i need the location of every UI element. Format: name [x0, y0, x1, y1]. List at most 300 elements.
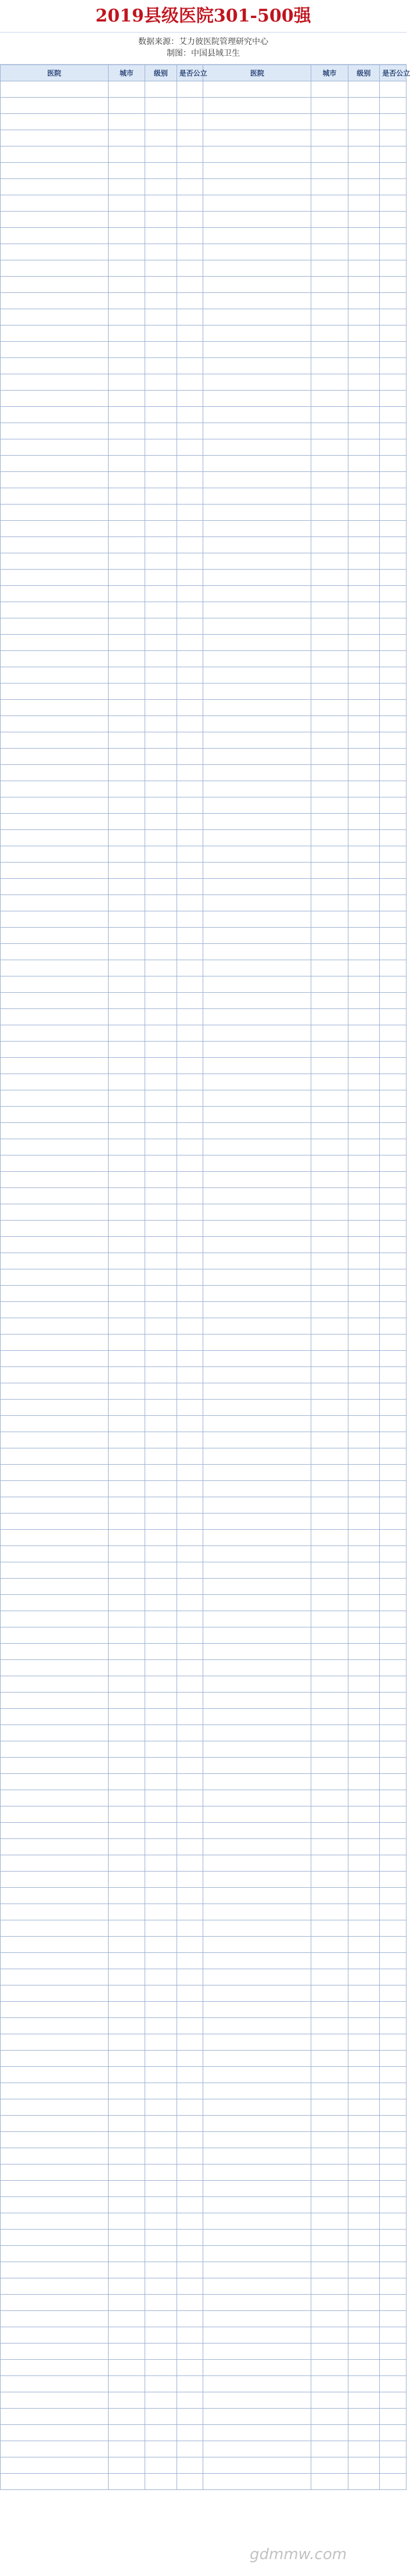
table-cell [1, 1155, 109, 1172]
table-row [1, 1090, 407, 1107]
table-cell [1, 1253, 109, 1269]
table-cell [380, 2230, 407, 2246]
table-cell [348, 2132, 380, 2148]
table-cell [145, 1009, 177, 1025]
table-cell [145, 2441, 177, 2457]
table-cell [1, 2132, 109, 2148]
table-cell [145, 163, 177, 179]
table-cell [177, 1318, 203, 1334]
table-cell [145, 374, 177, 391]
table-cell [145, 521, 177, 537]
table-cell [348, 1416, 380, 1432]
table-row [1, 1920, 407, 1937]
table-cell [348, 1969, 380, 1985]
table-cell [311, 1709, 348, 1725]
table-cell [1, 2067, 109, 2083]
table-cell [1, 2034, 109, 2051]
table-row [1, 781, 407, 797]
table-cell [1, 1237, 109, 1253]
table-cell [311, 1627, 348, 1644]
table-cell [108, 374, 145, 391]
table-cell [1, 1481, 109, 1497]
table-cell [311, 976, 348, 993]
table-cell [145, 2409, 177, 2425]
table-row [1, 1595, 407, 1611]
table-cell [177, 2457, 203, 2474]
table-cell [380, 911, 407, 928]
table-cell [108, 1107, 145, 1123]
table-cell [108, 244, 145, 260]
table-cell [348, 684, 380, 700]
table-cell [380, 179, 407, 195]
table-row [1, 309, 407, 325]
table-cell [203, 2051, 311, 2067]
table-cell [348, 472, 380, 488]
table-cell [311, 2425, 348, 2441]
table-cell [177, 1139, 203, 1155]
table-cell [177, 1676, 203, 1693]
table-row [1, 1660, 407, 1676]
table-cell [203, 895, 311, 911]
table-cell [1, 651, 109, 667]
table-cell [203, 1367, 311, 1383]
table-cell [380, 1823, 407, 1839]
table-cell [203, 1611, 311, 1627]
table-cell [311, 244, 348, 260]
table-cell [177, 944, 203, 960]
table-cell [348, 439, 380, 456]
table-cell [311, 1465, 348, 1481]
table-cell [1, 537, 109, 553]
table-row [1, 1188, 407, 1204]
producer-credit: 制图：中国县域卫生 [167, 49, 240, 58]
table-cell [1, 1090, 109, 1107]
table-cell [145, 1579, 177, 1595]
table-cell [348, 325, 380, 342]
table-row [1, 993, 407, 1009]
table-cell [203, 1676, 311, 1693]
table-cell [145, 1514, 177, 1530]
table-cell [177, 993, 203, 1009]
table-cell [203, 1107, 311, 1123]
table-cell [145, 472, 177, 488]
table-cell [108, 1725, 145, 1741]
table-cell [1, 212, 109, 228]
table-cell [145, 1269, 177, 1286]
table-cell [145, 2034, 177, 2051]
table-cell [108, 1123, 145, 1139]
table-cell [348, 863, 380, 879]
table-cell [145, 1937, 177, 1953]
table-cell [203, 358, 311, 374]
table-cell [145, 1188, 177, 1204]
table-cell [203, 1920, 311, 1937]
table-cell [380, 260, 407, 277]
table-row [1, 1872, 407, 1888]
table-cell [177, 2099, 203, 2116]
table-cell [380, 1741, 407, 1758]
table-cell [348, 602, 380, 618]
table-cell [380, 2457, 407, 2474]
table-cell [380, 423, 407, 439]
table-cell [145, 976, 177, 993]
table-cell [108, 1530, 145, 1546]
table-cell [145, 1920, 177, 1937]
table-header-row [1, 65, 407, 81]
table-cell [145, 81, 177, 98]
table-cell [380, 244, 407, 260]
table-cell [108, 1465, 145, 1481]
table-cell [203, 260, 311, 277]
table-cell [311, 1888, 348, 1904]
table-cell [380, 2018, 407, 2034]
table-cell [348, 342, 380, 358]
table-cell [348, 1237, 380, 1253]
table-cell [348, 2441, 380, 2457]
table-cell [145, 684, 177, 700]
table-cell [177, 456, 203, 472]
table-cell [203, 618, 311, 635]
table-cell [348, 1595, 380, 1611]
table-cell [1, 130, 109, 146]
table-cell [380, 1400, 407, 1416]
table-cell [203, 2474, 311, 2490]
table-cell [1, 1872, 109, 1888]
table-cell [348, 146, 380, 163]
table-cell [311, 1204, 348, 1221]
table-cell [1, 960, 109, 976]
table-cell [203, 1123, 311, 1139]
table-cell [203, 130, 311, 146]
table-cell [1, 1904, 109, 1920]
table-cell [380, 2425, 407, 2441]
table-cell [108, 1774, 145, 1790]
table-row [1, 863, 407, 879]
table-row [1, 2360, 407, 2376]
table-cell [1, 2311, 109, 2327]
table-cell [145, 2327, 177, 2344]
table-cell [108, 1595, 145, 1611]
table-cell [348, 2425, 380, 2441]
table-cell [108, 1074, 145, 1090]
table-cell [311, 146, 348, 163]
table-cell [108, 1318, 145, 1334]
table-cell [348, 2051, 380, 2067]
table-row [1, 2295, 407, 2311]
table-cell [348, 700, 380, 716]
table-row [1, 472, 407, 488]
table-cell [348, 2099, 380, 2116]
table-cell [380, 2148, 407, 2164]
table-cell [1, 846, 109, 863]
table-cell [177, 1155, 203, 1172]
table-cell [380, 2311, 407, 2327]
column-header: 是否公立 [380, 65, 407, 81]
table-cell [177, 1042, 203, 1058]
table-cell [145, 309, 177, 325]
table-cell [203, 1416, 311, 1432]
table-cell [108, 1416, 145, 1432]
table-cell [348, 1302, 380, 1318]
table-cell [145, 2246, 177, 2262]
table-row [1, 2002, 407, 2018]
table-cell [203, 651, 311, 667]
table-cell [108, 2278, 145, 2295]
table-cell [145, 586, 177, 602]
table-cell [311, 391, 348, 407]
table-cell [348, 2344, 380, 2360]
table-cell [177, 521, 203, 537]
table-cell [380, 2083, 407, 2099]
table-cell [145, 1855, 177, 1872]
table-cell [380, 749, 407, 765]
table-cell [203, 423, 311, 439]
table-cell [311, 293, 348, 309]
table-cell [145, 1627, 177, 1644]
table-cell [1, 114, 109, 130]
table-cell [145, 879, 177, 895]
table-cell [108, 521, 145, 537]
table-cell [145, 195, 177, 212]
table-cell [108, 1823, 145, 1839]
table-cell [108, 2441, 145, 2457]
table-cell [203, 2457, 311, 2474]
table-cell [145, 2197, 177, 2213]
table-cell [108, 1286, 145, 1302]
table-cell [380, 309, 407, 325]
table-cell [145, 1058, 177, 1074]
table-cell [203, 2002, 311, 2018]
table-cell [1, 244, 109, 260]
table-cell [380, 2034, 407, 2051]
table-cell [311, 407, 348, 423]
table-cell [1, 1334, 109, 1351]
table-cell [380, 928, 407, 944]
table-cell [145, 1400, 177, 1416]
table-cell [108, 1448, 145, 1465]
table-cell [348, 1725, 380, 1741]
table-cell [177, 130, 203, 146]
table-cell [108, 260, 145, 277]
table-cell [108, 2116, 145, 2132]
table-cell [177, 1107, 203, 1123]
table-row [1, 488, 407, 505]
table-cell [1, 1660, 109, 1676]
table-cell [177, 325, 203, 342]
table-cell [145, 1221, 177, 1237]
table-cell [348, 1627, 380, 1644]
table-cell [311, 1383, 348, 1400]
table-cell [348, 814, 380, 830]
table-cell [1, 586, 109, 602]
table-cell [203, 1237, 311, 1253]
table-row [1, 1530, 407, 1546]
table-cell [311, 1514, 348, 1530]
table-cell [108, 1888, 145, 1904]
table-cell [348, 2457, 380, 2474]
table-cell [380, 863, 407, 879]
table-cell [203, 309, 311, 325]
table-cell [145, 277, 177, 293]
table-cell [1, 1920, 109, 1937]
table-row [1, 521, 407, 537]
table-row [1, 1985, 407, 2002]
table-cell [203, 1090, 311, 1107]
table-cell [1, 293, 109, 309]
table-cell [108, 1627, 145, 1644]
table-row [1, 1009, 407, 1025]
table-cell [348, 1872, 380, 1888]
table-cell [348, 879, 380, 895]
table-cell [1, 423, 109, 439]
table-row [1, 797, 407, 814]
table-cell [1, 2344, 109, 2360]
column-header: 医院 [203, 65, 311, 81]
table-cell [177, 749, 203, 765]
table-cell [203, 814, 311, 830]
table-cell [1, 1123, 109, 1139]
table-row [1, 1155, 407, 1172]
table-cell [145, 1562, 177, 1579]
table-cell [108, 2132, 145, 2148]
table-cell [145, 960, 177, 976]
table-cell [380, 2116, 407, 2132]
table-row [1, 928, 407, 944]
table-row [1, 2034, 407, 2051]
table-cell [311, 1790, 348, 1806]
table-cell [203, 716, 311, 732]
table-cell [1, 439, 109, 456]
table-row [1, 944, 407, 960]
table-cell [1, 81, 109, 98]
table-cell [145, 1595, 177, 1611]
table-cell [311, 1155, 348, 1172]
table-cell [311, 2083, 348, 2099]
table-cell [203, 1074, 311, 1090]
table-cell [145, 2083, 177, 2099]
table-cell [311, 700, 348, 716]
table-cell [108, 2213, 145, 2230]
table-cell [380, 1416, 407, 1432]
table-cell [348, 1806, 380, 1823]
table-cell [108, 1904, 145, 1920]
table-cell [311, 2099, 348, 2116]
table-cell [311, 456, 348, 472]
table-cell [380, 879, 407, 895]
table-cell [145, 895, 177, 911]
table-row [1, 1562, 407, 1579]
table-row [1, 1334, 407, 1351]
table-cell [177, 537, 203, 553]
table-cell [380, 391, 407, 407]
table-cell [311, 846, 348, 863]
table-cell [1, 1953, 109, 1969]
table-cell [177, 1611, 203, 1627]
table-cell [380, 1497, 407, 1514]
table-row [1, 1579, 407, 1595]
table-cell [145, 570, 177, 586]
table-cell [177, 244, 203, 260]
table-cell [311, 163, 348, 179]
table-cell [311, 130, 348, 146]
table-cell [1, 1741, 109, 1758]
table-cell [311, 1839, 348, 1855]
table-cell [311, 1725, 348, 1741]
table-cell [108, 2262, 145, 2278]
table-cell [177, 260, 203, 277]
table-row [1, 1969, 407, 1985]
table-cell [348, 1221, 380, 1237]
table-cell [1, 2295, 109, 2311]
table-cell [380, 2409, 407, 2425]
table-cell [177, 2230, 203, 2246]
table-cell [108, 1546, 145, 1562]
table-cell [311, 2051, 348, 2067]
table-cell [348, 1107, 380, 1123]
table-row [1, 2327, 407, 2344]
table-cell [203, 1904, 311, 1920]
table-cell [348, 1676, 380, 1693]
table-cell [380, 1660, 407, 1676]
table-cell [1, 374, 109, 391]
table-cell [311, 439, 348, 456]
table-cell [348, 2213, 380, 2230]
table-cell [145, 602, 177, 618]
table-cell [203, 2409, 311, 2425]
table-row [1, 2099, 407, 2116]
table-cell [108, 1025, 145, 1042]
table-cell [1, 1269, 109, 1286]
table-cell [311, 2132, 348, 2148]
table-row [1, 1237, 407, 1253]
table-cell [145, 2099, 177, 2116]
table-row [1, 1172, 407, 1188]
table-cell [177, 277, 203, 293]
table-cell [1, 488, 109, 505]
table-cell [203, 732, 311, 749]
table-cell [311, 879, 348, 895]
table-row [1, 553, 407, 570]
table-cell [203, 146, 311, 163]
table-cell [348, 293, 380, 309]
table-cell [1, 407, 109, 423]
table-cell [348, 716, 380, 732]
table-cell [311, 1530, 348, 1546]
table-cell [177, 2148, 203, 2164]
table-cell [311, 2295, 348, 2311]
table-cell [1, 1969, 109, 1985]
table-cell [380, 1123, 407, 1139]
table-row [1, 2181, 407, 2197]
table-cell [380, 2246, 407, 2262]
table-cell [177, 195, 203, 212]
table-cell [311, 325, 348, 342]
table-cell [177, 1806, 203, 1823]
table-cell [203, 1351, 311, 1367]
table-cell [348, 1839, 380, 1855]
table-cell [380, 1888, 407, 1904]
table-cell [1, 2441, 109, 2457]
table-cell [380, 1855, 407, 1872]
table-cell [177, 1514, 203, 1530]
table-cell [108, 651, 145, 667]
table-cell [108, 439, 145, 456]
table-cell [203, 1953, 311, 1969]
table-row [1, 2083, 407, 2099]
table-cell [203, 1318, 311, 1334]
table-cell [380, 1090, 407, 1107]
table-cell [145, 911, 177, 928]
